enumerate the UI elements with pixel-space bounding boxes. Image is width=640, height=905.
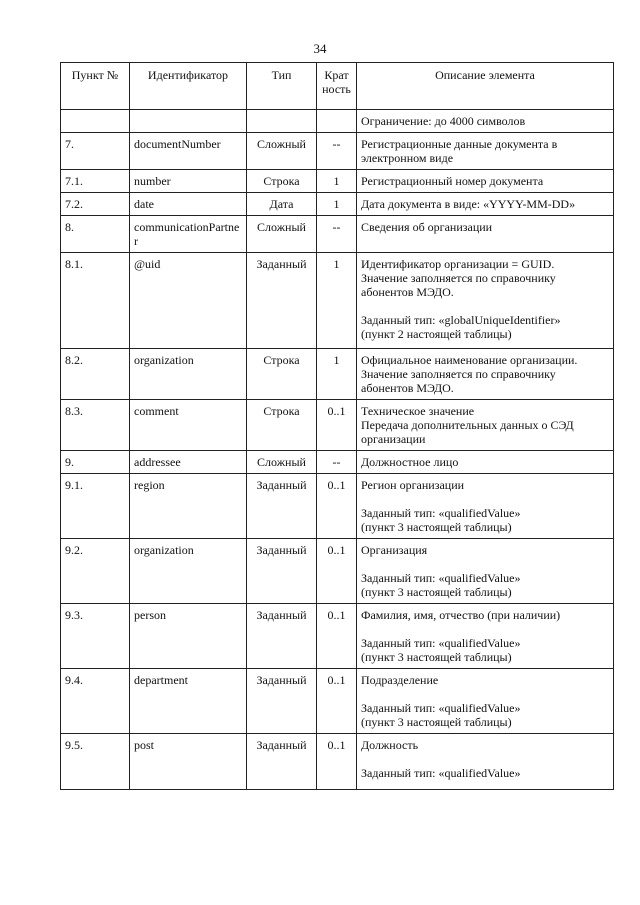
cell-desc	[357, 110, 614, 133]
desc-spacer	[361, 557, 609, 571]
table-row	[61, 216, 614, 253]
desc-line: Официальное наименование организации.	[361, 353, 578, 367]
cell-type: Заданный	[247, 253, 317, 349]
cell-num: 9.1.	[61, 474, 130, 539]
desc-line: Заданный тип: «qualifiedValue»	[361, 506, 521, 520]
table-header-row	[61, 63, 614, 110]
cell-desc	[357, 170, 614, 193]
desc-line: Должностное лицо	[361, 455, 459, 469]
desc-line: Техническое значение	[361, 404, 475, 418]
cell-desc	[357, 216, 614, 253]
cell-mult: --	[317, 451, 357, 474]
cell-ident: number	[130, 170, 247, 193]
cell-ident: department	[130, 669, 247, 734]
cell-type: Сложный	[247, 451, 317, 474]
desc-line: Фамилия, имя, отчество (при наличии)	[361, 608, 561, 622]
table-row	[61, 669, 614, 734]
table-row	[61, 253, 614, 349]
desc-line: (пункт 3 настоящей таблицы)	[361, 520, 512, 534]
cell-num: 8.	[61, 216, 130, 253]
cell-mult: 0..1	[317, 400, 357, 451]
cell-num: 9.4.	[61, 669, 130, 734]
cell-num: 8.2.	[61, 349, 130, 400]
cell-num	[61, 110, 130, 133]
table-row	[61, 451, 614, 474]
desc-line: (пункт 3 настоящей таблицы)	[361, 585, 512, 599]
desc-line: Передача дополнительных данных о СЭД организации	[361, 418, 577, 446]
cell-ident: communicationPartner	[130, 216, 247, 253]
cell-type: Заданный	[247, 669, 317, 734]
cell-type: Сложный	[247, 216, 317, 253]
desc-line: Идентификатор организации = GUID.	[361, 257, 555, 271]
cell-desc	[357, 193, 614, 216]
table-row	[61, 474, 614, 539]
cell-mult: 0..1	[317, 734, 357, 790]
cell-type: Строка	[247, 400, 317, 451]
desc-line: Заданный тип: «qualifiedValue»	[361, 636, 521, 650]
cell-type: Сложный	[247, 133, 317, 170]
cell-ident: post	[130, 734, 247, 790]
cell-mult: --	[317, 133, 357, 170]
cell-ident: @uid	[130, 253, 247, 349]
desc-line: (пункт 3 настоящей таблицы)	[361, 650, 512, 664]
header-ident: Идентификатор	[130, 63, 247, 110]
desc-line: Регистрационный номер документа	[361, 174, 544, 188]
desc-line: Ограничение: до 4000 символов	[361, 114, 526, 128]
desc-line: Заданный тип: «qualifiedValue»	[361, 571, 521, 585]
table-row	[61, 539, 614, 604]
cell-ident: documentNumber	[130, 133, 247, 170]
cell-desc	[357, 400, 614, 451]
cell-mult: 1	[317, 170, 357, 193]
table-row	[61, 110, 614, 133]
cell-num: 8.3.	[61, 400, 130, 451]
cell-ident: organization	[130, 539, 247, 604]
cell-mult: --	[317, 216, 357, 253]
desc-line: Значение заполняется по справочнику абонентов МЭДО.	[361, 367, 559, 395]
table-row	[61, 133, 614, 170]
cell-desc	[357, 604, 614, 669]
desc-line: Подразделение	[361, 673, 439, 687]
cell-type: Заданный	[247, 539, 317, 604]
desc-line: Заданный тип: «globalUniqueIdentifier»	[361, 313, 561, 327]
cell-desc	[357, 474, 614, 539]
desc-line: Сведения об организации	[361, 220, 493, 234]
desc-line: (пункт 2 настоящей таблицы)	[361, 327, 512, 341]
desc-spacer	[361, 492, 609, 506]
desc-line: Заданный тип: «qualifiedValue»	[361, 766, 521, 780]
header-desc: Описание элемента	[357, 63, 614, 110]
cell-desc	[357, 349, 614, 400]
cell-ident: person	[130, 604, 247, 669]
cell-desc	[357, 734, 614, 790]
cell-type: Дата	[247, 193, 317, 216]
cell-ident: region	[130, 474, 247, 539]
table-row	[61, 734, 614, 790]
cell-mult: 0..1	[317, 539, 357, 604]
header-mult	[317, 63, 357, 110]
cell-mult: 1	[317, 193, 357, 216]
cell-desc	[357, 133, 614, 170]
header-type: Тип	[247, 63, 317, 110]
cell-mult: 0..1	[317, 474, 357, 539]
cell-num: 7.1.	[61, 170, 130, 193]
table-row	[61, 170, 614, 193]
desc-line: Должность	[361, 738, 419, 752]
table-row	[61, 193, 614, 216]
cell-type: Заданный	[247, 734, 317, 790]
cell-ident: date	[130, 193, 247, 216]
cell-type: Строка	[247, 170, 317, 193]
desc-spacer	[361, 752, 609, 766]
cell-type: Строка	[247, 349, 317, 400]
desc-line: Регион организации	[361, 478, 465, 492]
cell-mult: 1	[317, 253, 357, 349]
cell-desc	[357, 669, 614, 734]
spec-table	[60, 62, 614, 790]
table-row	[61, 400, 614, 451]
page-number: 34	[313, 41, 327, 56]
desc-line: (пункт 3 настоящей таблицы)	[361, 715, 512, 729]
cell-ident: organization	[130, 349, 247, 400]
cell-mult: 0..1	[317, 669, 357, 734]
cell-num: 9.3.	[61, 604, 130, 669]
table-row	[61, 604, 614, 669]
cell-mult: 1	[317, 349, 357, 400]
cell-mult: 0..1	[317, 604, 357, 669]
table-body	[61, 110, 614, 790]
cell-num: 8.1.	[61, 253, 130, 349]
desc-spacer	[361, 687, 609, 701]
cell-num: 7.	[61, 133, 130, 170]
desc-line: Организация	[361, 543, 428, 557]
desc-spacer	[361, 622, 609, 636]
desc-line: Дата документа в виде: «YYYY-MM-DD»	[361, 197, 576, 211]
cell-ident	[130, 110, 247, 133]
desc-line: Заданный тип: «qualifiedValue»	[361, 701, 521, 715]
cell-num: 7.2.	[61, 193, 130, 216]
cell-type	[247, 110, 317, 133]
cell-num: 9.5.	[61, 734, 130, 790]
cell-type: Заданный	[247, 604, 317, 669]
cell-desc	[357, 451, 614, 474]
cell-mult	[317, 110, 357, 133]
header-mult-line1: Крат	[324, 68, 349, 82]
desc-line: Регистрационные данные документа в электронном виде	[361, 137, 561, 165]
cell-desc	[357, 539, 614, 604]
cell-type: Заданный	[247, 474, 317, 539]
cell-desc	[357, 253, 614, 349]
header-num: Пункт №	[61, 63, 130, 110]
cell-num: 9.2.	[61, 539, 130, 604]
table-row	[61, 349, 614, 400]
cell-ident: addressee	[130, 451, 247, 474]
cell-ident: comment	[130, 400, 247, 451]
header-mult-line2: ность	[322, 82, 351, 96]
cell-num: 9.	[61, 451, 130, 474]
desc-line: Значение заполняется по справочнику абонентов МЭДО.	[361, 271, 559, 299]
desc-spacer	[361, 299, 609, 313]
